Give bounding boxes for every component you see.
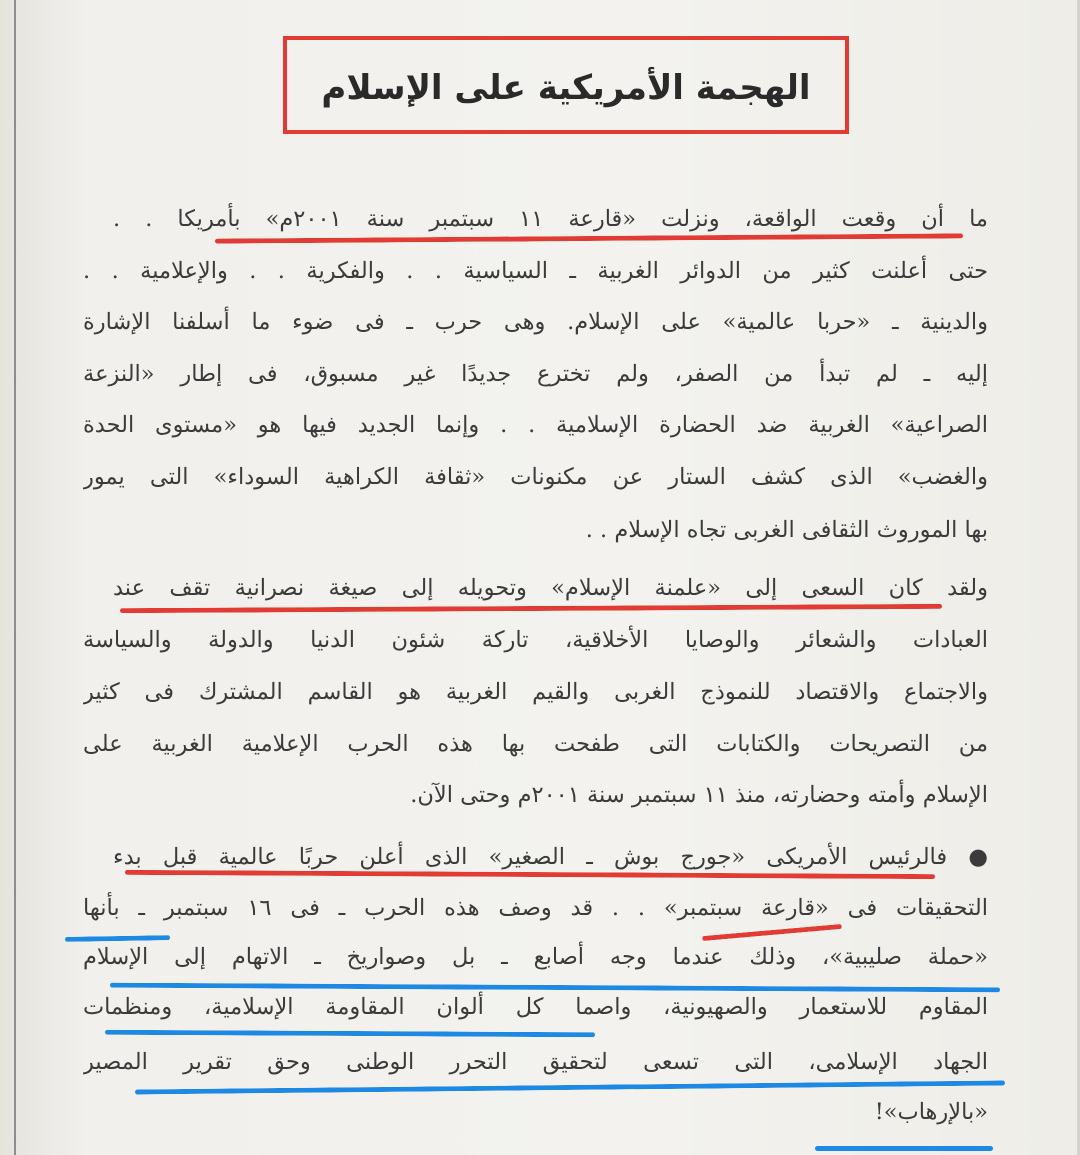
- text-line: من التصريحات والكتابات التى طفحت بها هذه الحرب الإعلامية الغربية على: [83, 731, 988, 757]
- text-line: المقاوم للاستعمار والصهيونية، واصما كل ألوان المقاومة الإسلامية، ومنظمات: [83, 994, 988, 1020]
- text-line: ● فالرئيس الأمريكى «جورج بوش ـ الصغير» الذى أعلن حربًا عالمية قبل بدء: [113, 844, 988, 870]
- text-line: ولقد كان السعى إلى «علمنة الإسلام» وتحويله إلى صيغة نصرانية تقف عند: [113, 575, 988, 601]
- text-line: «بالإرهاب»!: [874, 1099, 988, 1125]
- text-line: الجهاد الإسلامى، التى تسعى لتحقيق التحرر الوطنى وحق تقرير المصير: [83, 1049, 988, 1075]
- text-line: ما أن وقعت الواقعة، ونزلت «قارعة ١١ سبتمبر سنة ٢٠٠١م» بأمريكا . .: [113, 206, 988, 232]
- text-line: بها الموروث الثقافى الغربى تجاه الإسلام . .: [585, 517, 988, 543]
- text-line: والغضب» الذى كشف الستار عن مكنونات «ثقافة الكراهية السوداء» التى يمور: [83, 464, 988, 490]
- text-line: الصراعية» الغربية ضد الحضارة الإسلامية . . وإنما الجديد فيها هو «مستوى الحدة: [83, 412, 988, 438]
- blue-underline: [815, 1146, 993, 1151]
- text-line: التحقيقات فى «قارعة سبتمبر» . . قد وصف هذه الحرب ـ فى ١٦ سبتمبر ـ بأنها: [83, 895, 988, 921]
- text-line: والاجتماع والاقتصاد للنموذج الغربى والقيم الغربية هو القاسم المشترك فى كثير: [83, 679, 988, 705]
- page-title: الهجمة الأمريكية على الإسلام: [321, 68, 811, 108]
- text-line: الإسلام وأمته وحضارته، منذ ١١ سبتمبر سنة ٢٠٠١م وحتى الآن.: [410, 782, 988, 808]
- text-line: العبادات والشعائر والوصايا الأخلاقية، تاركة شئون الدنيا والدولة والسياسة: [83, 627, 988, 653]
- text-line: «حملة صليبية»، وذلك عندما وجه أصابع ـ بل وصواريخ ـ الاتهام إلى الإسلام: [83, 944, 988, 970]
- text-line: إليه ـ لم تبدأ من الصفر، ولم تخترع جديدًا غير مسبوق، فى إطار «النزعة: [83, 361, 988, 387]
- text-line: والدينية ـ «حربا عالمية» على الإسلام. وهى حرب ـ فى ضوء ما أسلفنا الإشارة: [83, 309, 988, 335]
- text-line: حتى أعلنت كثير من الدوائر الغربية ـ السياسية . . والفكرية . . والإعلامية . .: [83, 258, 988, 284]
